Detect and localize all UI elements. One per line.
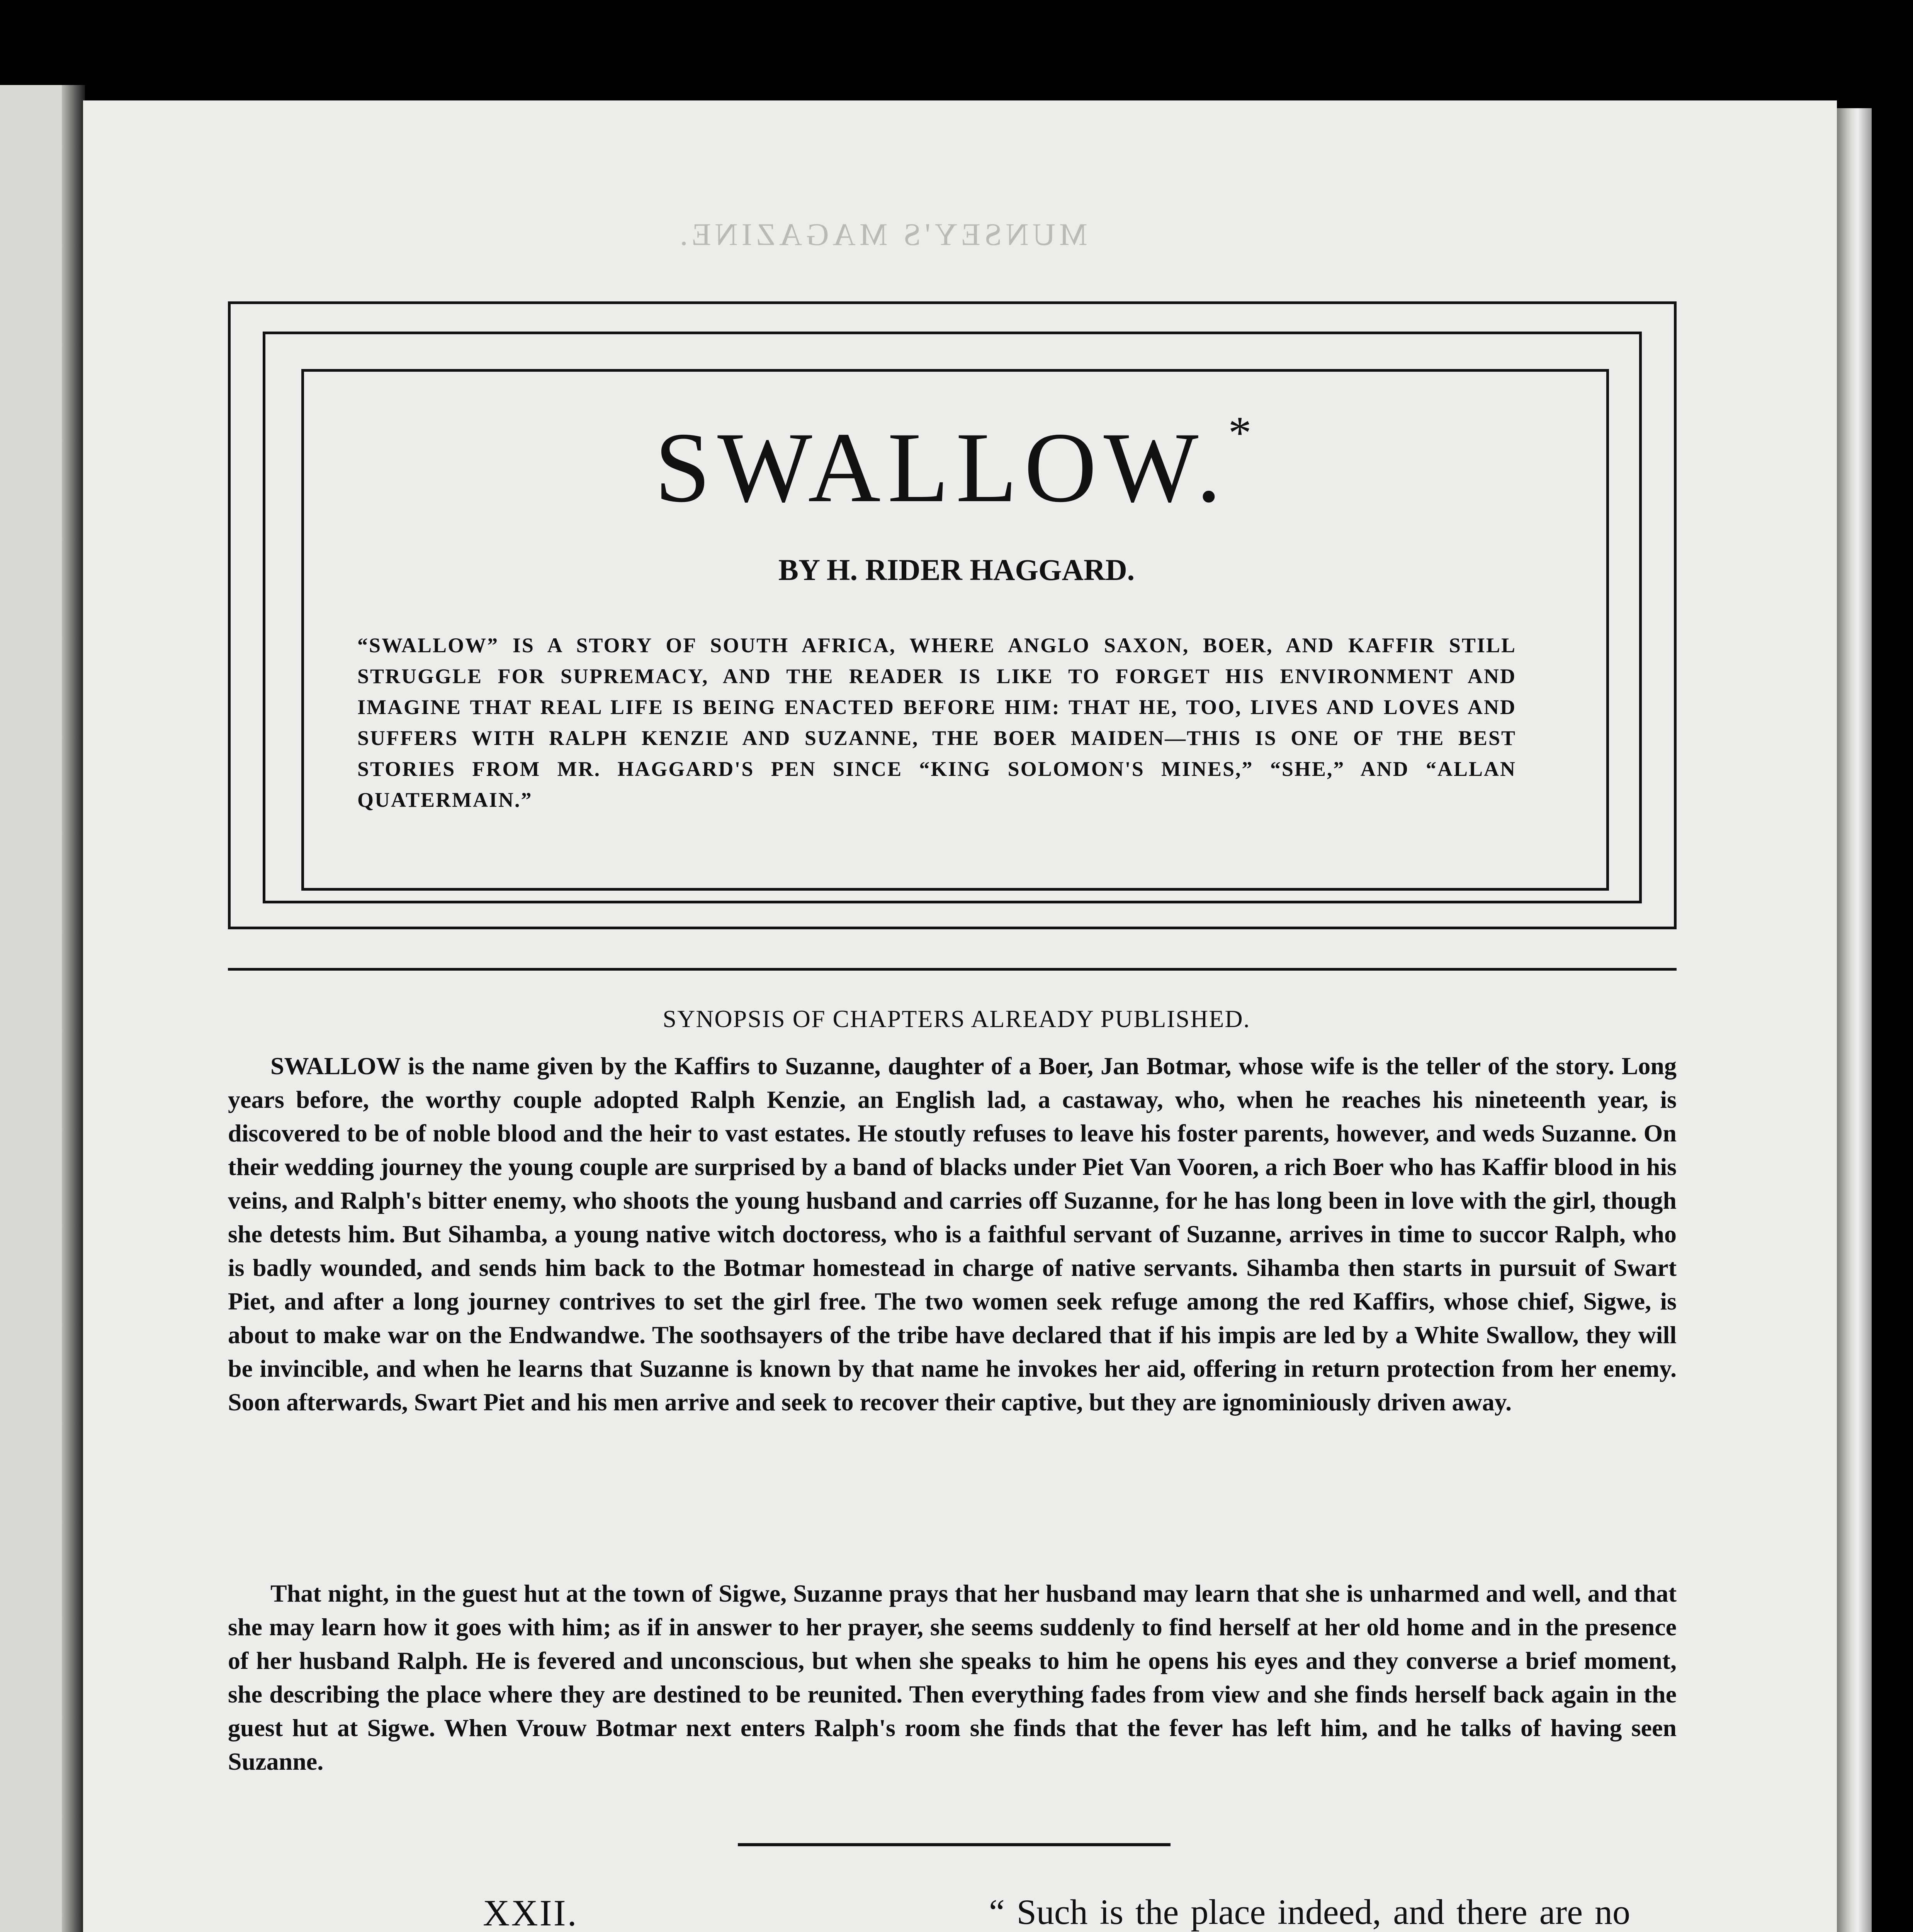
chapter-divider [738, 1843, 1171, 1846]
synopsis-paragraph: That night, in the guest hut at the town of Sigwe, Suzanne prays that her husband may learn that she is unharmed and well, and that she may learn how it goes with him; as if in answer to her prayer, she seems suddenly to find herself at her old home and in the presence of her husband Ralph. He is fevered and unconscious, but when she speaks to him he opens his eyes and they converse a brief moment, she describing the place where they are destined to be reunited. Then everything fades from view and she finds herself back again in the guest hut at Sigwe. When Vrouw Botmar next enters Ralph's room she finds that the fever has left him, and he talks of having seen Suzanne. [228, 1580, 1677, 1775]
synopsis-paragraph: SWALLOW is the name given by the Kaffirs to Suzanne, daughter of a Boer, Jan Botmar, whose wife is the teller of the story. Long years before, the worthy couple adopted Ralph Kenzie, an English lad, a castaway, who, when he reaches his nineteenth year, is discovered to be of noble blood and the heir to vast estates. He stoutly refuses to leave his foster parents, however, and weds Suzanne. On their wedding journey the young couple are surprised by a band of blacks under Piet Van Vooren, a rich Boer who has Kaffir blood in his veins, and Ralph's bitter enemy, who shoots the young husband and carries off Suzanne, for he has long been in love with the girl, though she detests him. But Sihamba, a young native witch doctoress, who is a faithful servant of Suzanne, arrives in time to succor Ralph, who is badly wounded, and sends him back to the Botmar homestead in charge of native servants. Sihamba then starts in pursuit of Swart Piet, and after a long journey contrives to set the girl free. The two women seek refuge among the red Kaffirs, whose chief, Sigwe, is about to make war on the Endwandwe. The soothsayers of the tribe have declared that if his impis are led by a White Swallow, they will be invincible, and when he learns that Suzanne is known by that name he invokes her aid, offering in return protection from her enemy. Soon afterwards, Swart Piet and his men arrive and seek to recover their captive, but they are ignominiously driven away. [228, 1052, 1677, 1416]
section-rule [228, 968, 1677, 971]
story-title: SWALLOW.* [654, 407, 1259, 523]
synopsis-heading: SYNOPSIS OF CHAPTERS ALREADY PUBLISHED. [663, 1005, 1250, 1032]
bleed-through-header: MUNSEY'S MAGAZINE. [676, 217, 1087, 252]
story-paragraph: “ Such is the place indeed, and there are no [989, 1892, 1630, 1932]
byline: BY H. RIDER HAGGARD. [778, 553, 1135, 587]
chapter-number: XXII. [483, 1892, 578, 1932]
intro-blurb: “SWALLOW” IS A STORY OF SOUTH AFRICA, WHERE ANGLO SAXON, BOER, AND KAFFIR STILL STRUGGLE FOR SUPREMACY, AND THE READER IS LIKE TO FORGET HIS ENVIRONMENT AND IMAGINE THAT REAL LIFE IS BEING ENACTED BEFORE HIM: THAT HE, TOO, LIVES AND LOVES AND SUFFERS WITH RALPH KENZIE AND SUZANNE, THE BOER MAIDEN—THIS IS ONE OF THE BEST STORIES FROM MR. HAGGARD'S PEN SINCE “KING SOLOMON'S MINES,” “SHE,” AND “ALLAN QUATERMAIN.” [357, 634, 1516, 811]
